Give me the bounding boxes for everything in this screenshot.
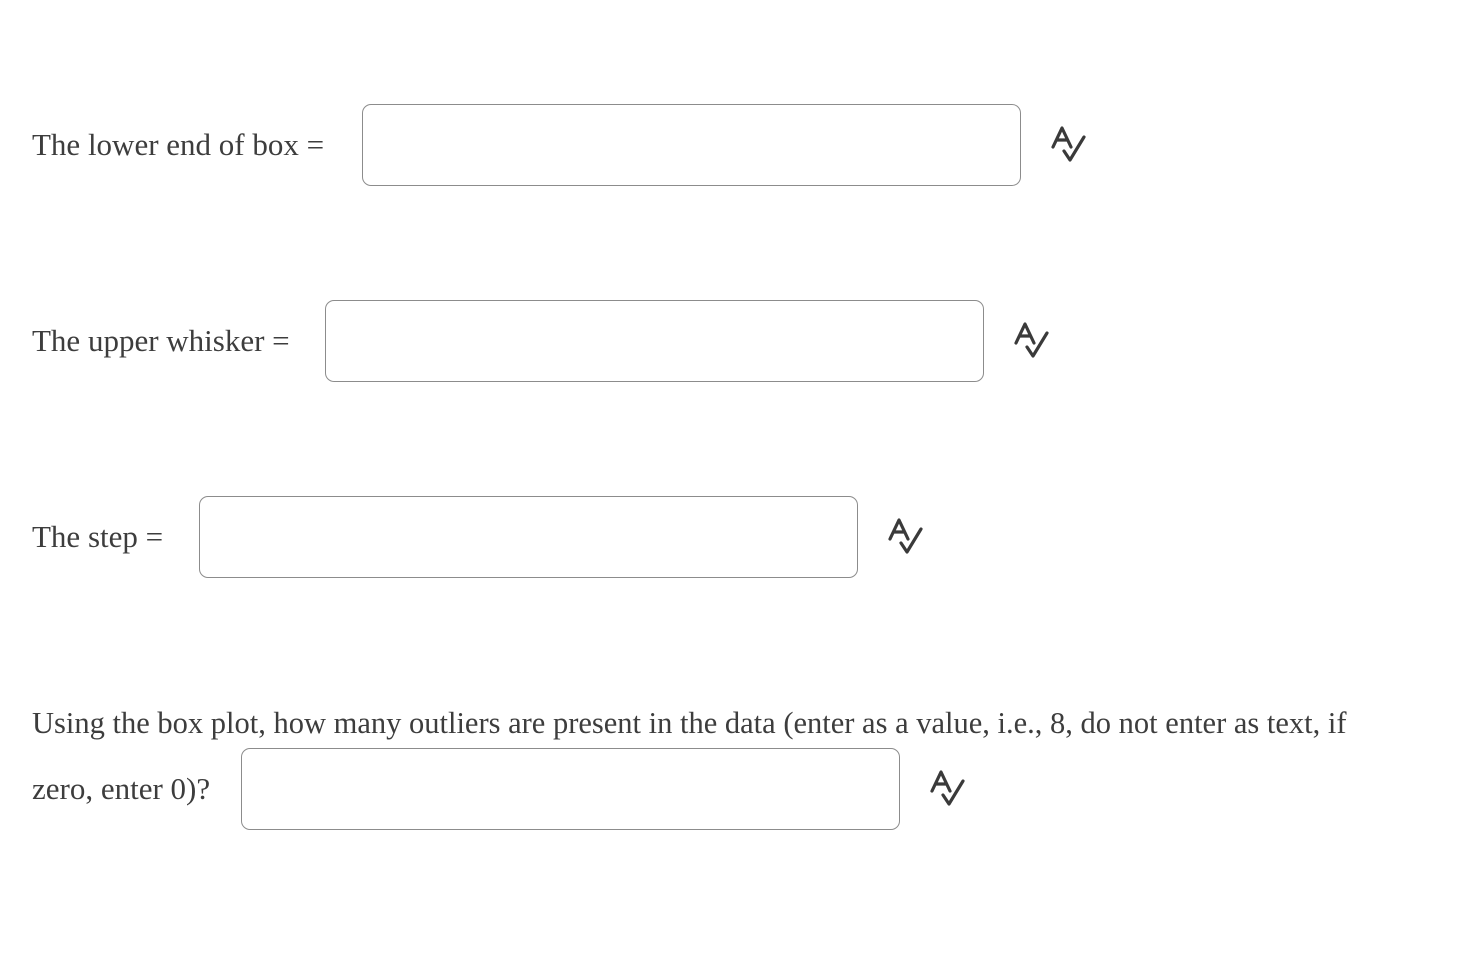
spellcheck-icon[interactable] bbox=[1049, 125, 1089, 165]
outliers-count-input[interactable] bbox=[241, 748, 900, 830]
outliers-question-text: Using the box plot, how many outliers are present in the data (enter as a value, i.e., 8, do not enter as text, if bbox=[32, 706, 1347, 740]
step-input[interactable] bbox=[199, 496, 858, 578]
step-label: The step = bbox=[32, 519, 164, 554]
spellcheck-icon[interactable] bbox=[928, 769, 968, 809]
upper-whisker-label: The upper whisker = bbox=[32, 323, 290, 358]
upper-whisker-input[interactable] bbox=[325, 300, 984, 382]
lower-end-of-box-label: The lower end of box = bbox=[32, 127, 325, 162]
outliers-question-text-continued: zero, enter 0)? bbox=[32, 771, 211, 806]
lower-end-of-box-input[interactable] bbox=[362, 104, 1021, 186]
spellcheck-icon[interactable] bbox=[1012, 321, 1052, 361]
spellcheck-icon[interactable] bbox=[886, 517, 926, 557]
